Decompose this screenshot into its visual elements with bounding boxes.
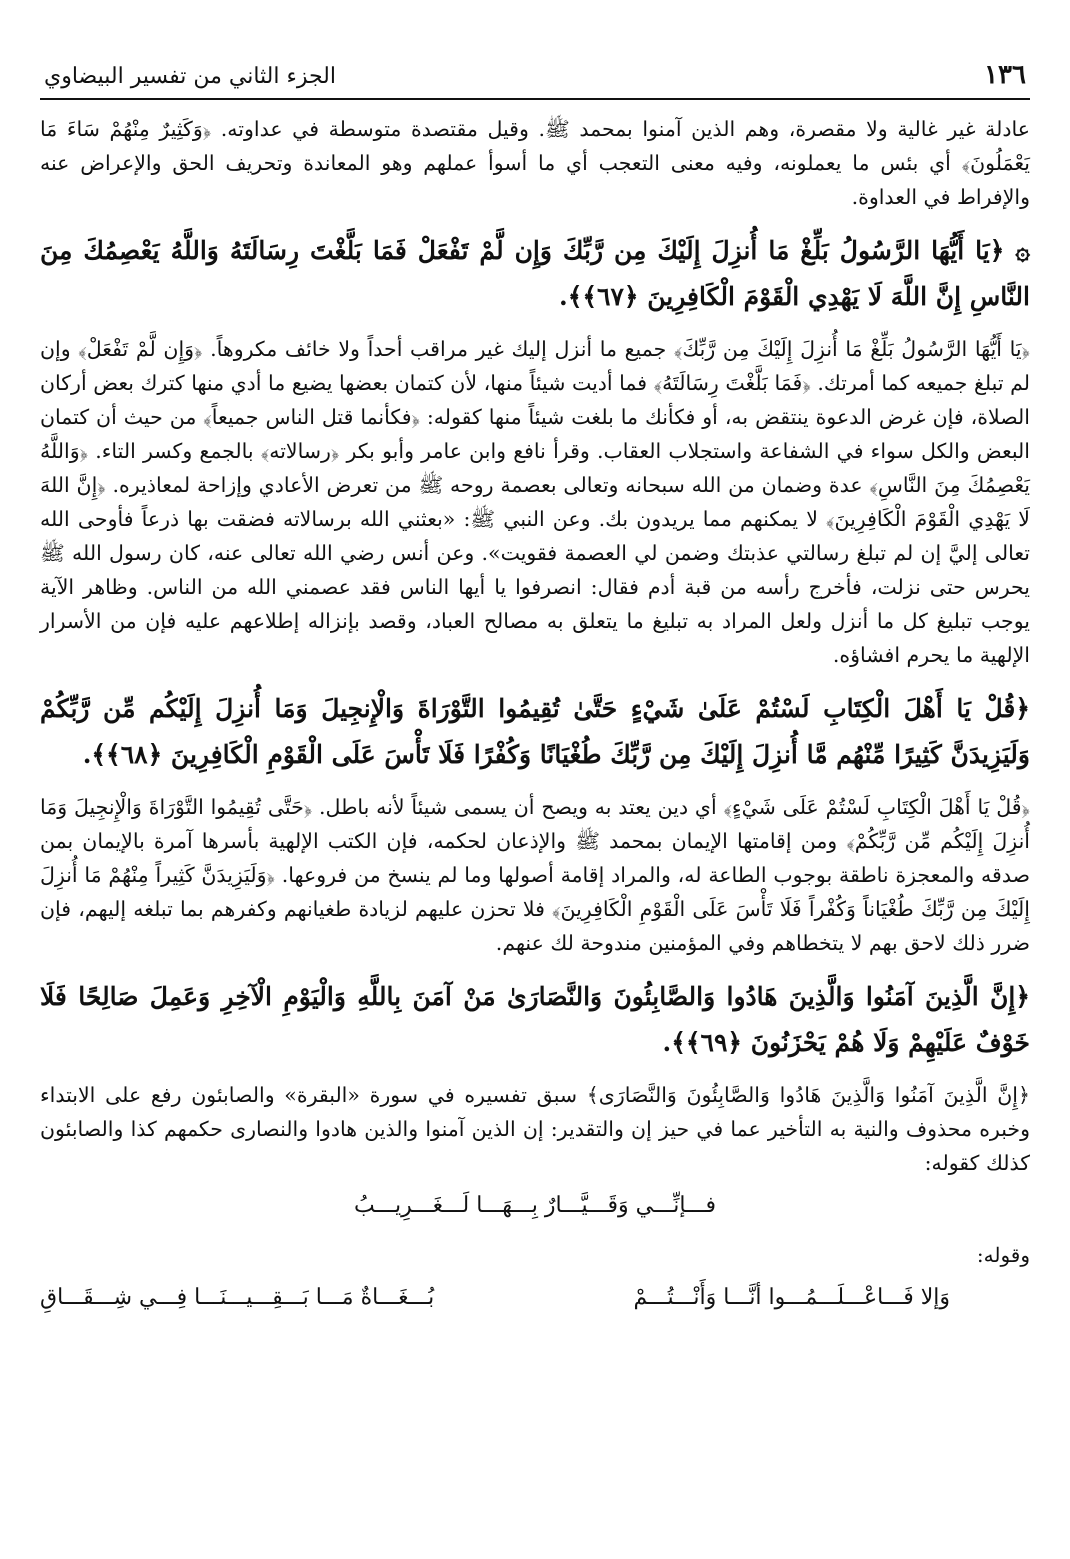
poem-hemistich-second: بُـــغَـــاةٌ مَـــا بَـــقِـــيـــنَـــا فِـــي شِـــقَـــاقِ: [40, 1285, 435, 1310]
quran-verse-69: ﴿إِنَّ الَّذِينَ آمَنُوا وَالَّذِينَ هَادُوا وَالصَّابِئُونَ وَالنَّصَارَىٰ مَنْ آمَنَ بِاللَّهِ وَالْيَوْمِ الْآخِرِ وَعَمِلَ صَالِحًا فَلَا خَوْفٌ عَلَيْهِمْ وَلَا هُمْ يَحْزَنُونَ ﴿٦٩﴾﴾.: [40, 982, 1030, 1057]
poem-hemistich-first: وَإلا فَـــاعْـــلَـــمُـــوا أنَّـــا وَأَنْـــتُـــمْ: [633, 1285, 950, 1310]
commentary-paragraph: عادلة غير غالية ولا مقصرة، وهم الذين آمنوا بمحمد ﷺ. وقيل مقتصدة متوسطة في عداوته. ﴿وَكَثِيرٌ مِنْهُمْ سَاءَ مَا يَعْمَلُونَ﴾ أي بئس ما يعملونه، وفيه معنى التعجب أي ما أسوأ عملهم وهو المعاندة وتحريف الحق والإعراض عنه والإفراط في العداوة.: [40, 117, 1030, 209]
page-number: ١٣٦: [984, 60, 1026, 90]
page-header: [40, 58, 1030, 100]
quran-verse-67: ۞ ﴿يَا أَيُّهَا الرَّسُولُ بَلِّغْ مَا أُنزِلَ إِلَيْكَ مِن رَّبِّكَ وَإِن لَّمْ تَفْعَلْ فَمَا بَلَّغْتَ رِسَالَتَهُ وَاللَّهُ يَعْصِمُكَ مِنَ النَّاسِ إِنَّ اللَّهَ لَا يَهْدِي الْقَوْمَ الْكَافِرِينَ ﴿٦٧﴾﴾.: [40, 236, 1030, 311]
running-title: الجزء الثاني من تفسير البيضاوي: [44, 64, 336, 89]
poem-line: فـــإنِّـــي وَقَـــيَّـــارٌ بِـــهَـــا لَـــغَـــرِيـــبُ: [354, 1193, 716, 1218]
poem-intro: وقوله:: [976, 1243, 1030, 1267]
poem-couplet: [40, 1278, 1030, 1318]
commentary-paragraph: ﴿إِنَّ الَّذِينَ آمَنُوا وَالَّذِينَ هَادُوا وَالصَّابِئُونَ وَالنَّصَارَى﴾ سبق تفسيره في سورة «البقرة» والصابئون رفع على الابتداء وخبره محذوف والنية به التأخير عما في حيز إن والتقدير: إن الذين آمنوا والذين هادوا والنصارى حكمهم كذا والصابئون كذلك كقوله:: [40, 1083, 1030, 1175]
quran-verse-68: ﴿قُلْ يَا أَهْلَ الْكِتَابِ لَسْتُمْ عَلَىٰ شَيْءٍ حَتَّىٰ تُقِيمُوا التَّوْرَاةَ وَالْإِنجِيلَ وَمَا أُنزِلَ إِلَيْكُم مِّن رَّبِّكُمْ وَلَيَزِيدَنَّ كَثِيرًا مِّنْهُم مَّا أُنزِلَ إِلَيْكَ مِن رَّبِّكَ طُغْيَانًا وَكُفْرًا فَلَا تَأْسَ عَلَى الْقَوْمِ الْكَافِرِينَ ﴿٦٨﴾﴾.: [40, 694, 1030, 769]
commentary-paragraph: ﴿يَا أَيُّهَا الرَّسُولُ بَلِّغْ مَا أُنزِلَ إِلَيْكَ مِن رَّبِّكَ﴾ جميع ما أنزل إليك غير مراقب أحداً ولا خائف مكروهاً. ﴿وَإِن لَّمْ تَفْعَلْ﴾ وإن لم تبلغ جميعه كما أمرتك. ﴿فَمَا بَلَّغْتَ رِسَالَتَهُ﴾ فما أديت شيئاً منها، لأن كتمان بعضها يضيع ما أدي منها كترك بعض أركان الصلاة، فإن غرض الدعوة ينتقض به، أو فكأنك ما بلغت شيئاً منها كقوله: ﴿فكأنما قتل الناس جميعاً﴾ من حيث أن كتمان البعض والكل سواء في الشفاعة واستجلاب العقاب. وقرأ نافع وابن عامر وأبو بكر ﴿رسالاته﴾ بالجمع وكسر التاء. ﴿وَاللَّهُ يَعْصِمُكَ مِنَ النَّاسِ﴾ عدة وضمان من الله سبحانه وتعالى بعصمة روحه ﷺ من تعرض الأعادي وإزاحة لمعاذيره. ﴿إِنَّ اللهَ لَا يَهْدِي الْقَوْمَ الْكَافِرِينَ﴾ لا يمكنهم مما يريدون بك. وعن النبي ﷺ: «بعثني الله برسالاته فضقت بها ذرعاً فأوحى الله تعالى إليَّ إن لم تبلغ رسالتي عذبتك وضمن لي العصمة فقويت». وعن أنس رضي الله تعالى عنه، كان رسول الله ﷺ يحرس حتى نزلت، فأخرج رأسه من قبة أدم فقال: انصرفوا يا أيها الناس فقد عصمني الله من الناس. وظاهر الآية يوجب تبليغ كل ما أنزل ولعل المراد به تبليغ ما يتعلق به مصالح العباد، وقصد بإنزاله إطلاعهم عليه فإن من الأسرار الإلهية ما يحرم افشاؤه.: [40, 337, 1030, 667]
commentary-paragraph: ﴿قُلْ يَا أَهْلَ الْكِتَابِ لَسْتُمْ عَلَى شَيْءٍ﴾ أي دين يعتد به ويصح أن يسمى شيئاً لأنه باطل. ﴿حَتَّى تُقِيمُوا التَّوْرَاةَ وَالْإِنجِيلَ وَمَا أُنزِلَ إِلَيْكُم مِّن رَّبِّكُمْ﴾ ومن إقامتها الإيمان بمحمد ﷺ والإذعان لحكمه، فإن الكتب الإلهية بأسرها آمرة بالإيمان بمن صدقه والمعجزة ناطقة بوجوب الطاعة له، والمراد إقامة أصولها وما لم ينسخ من فروعها. ﴿وَلَيَزِيدَنَّ كَثِيراً مِنْهُمْ مَا أُنزِلَ إِلَيْكَ مِن رَّبِّكَ طُغْيَاناً وَكُفْراً فَلَا تَأْسَ عَلَى الْقَوْمِ الْكَافِرِينَ﴾ فلا تحزن عليهم لزيادة طغيانهم وكفرهم بما تبلغه إليهم، فإن ضرر ذلك لاحق بهم لا يتخطاهم وفي المؤمنين مندوحة لك عنهم.: [40, 795, 1030, 955]
page-body: [40, 112, 1030, 1324]
